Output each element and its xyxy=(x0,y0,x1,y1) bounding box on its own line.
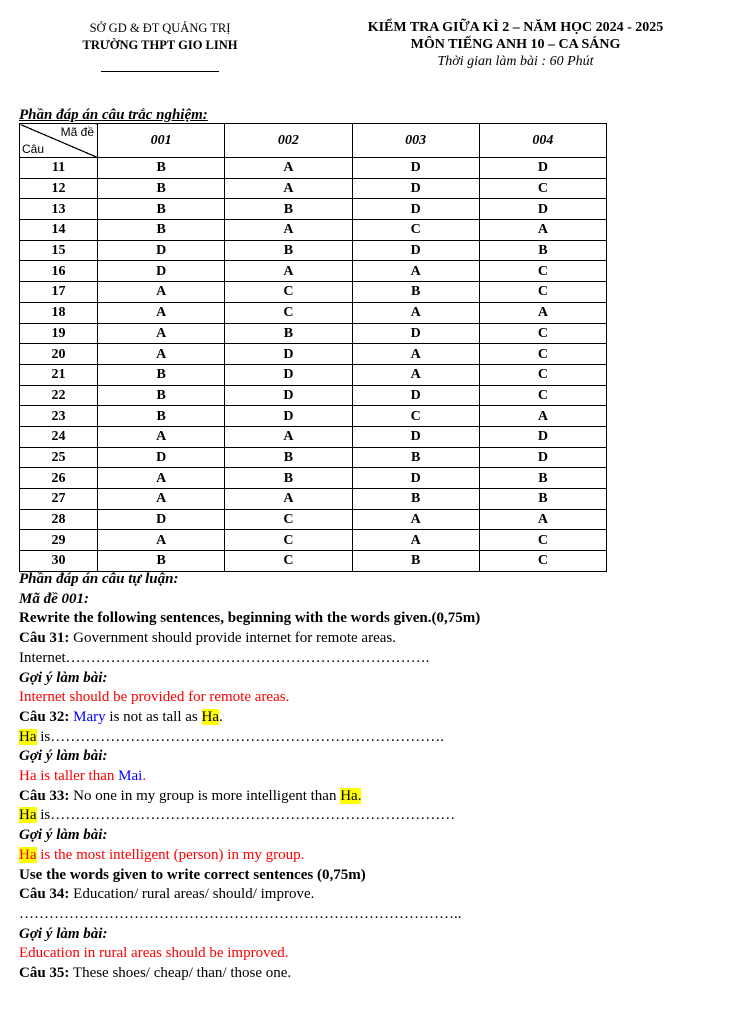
answer-line-33 xyxy=(19,806,719,826)
table-row xyxy=(20,302,607,323)
code-header: 002 xyxy=(225,124,352,158)
question-34 xyxy=(19,885,719,905)
question-number: 25 xyxy=(20,447,98,468)
answer-cell: B xyxy=(225,468,352,489)
answer-cell: D xyxy=(352,426,479,447)
question-label: Câu 35: xyxy=(19,965,70,982)
answer-cell: A xyxy=(225,489,352,510)
answer-cell: A xyxy=(98,426,225,447)
answer-cell: D xyxy=(225,406,352,427)
table-row xyxy=(20,530,607,551)
answer-cell: D xyxy=(98,509,225,530)
table-row xyxy=(20,261,607,282)
mc-section-title: Phần đáp án câu trắc nghiệm: xyxy=(19,107,208,123)
part1-instruction: Rewrite the following sentences, beginning with the words given.(0,75m) xyxy=(19,610,481,627)
question-text: These shoes/ cheap/ than/ those one. xyxy=(69,965,292,982)
answer-cell: A xyxy=(479,509,606,530)
question-31 xyxy=(19,629,719,649)
question-number: 19 xyxy=(20,323,98,344)
highlighted-name: Ha xyxy=(19,807,37,824)
answer-cell: B xyxy=(98,178,225,199)
question-35 xyxy=(19,964,719,984)
answer-cell: A xyxy=(98,468,225,489)
exam-time: Thời gian làm bài : 60 Phút xyxy=(437,54,594,69)
exam-title: KIỂM TRA GIỮA KÌ 2 – NĂM HỌC 2024 - 2025 xyxy=(367,20,664,35)
header-left xyxy=(40,20,280,72)
answer-cell: C xyxy=(479,530,606,551)
question-number: 21 xyxy=(20,364,98,385)
table-row xyxy=(20,240,607,261)
answer-cell: B xyxy=(98,158,225,179)
answer-cell: C xyxy=(479,178,606,199)
code-header: 003 xyxy=(352,124,479,158)
answer-cell: B xyxy=(98,220,225,241)
question-number: 27 xyxy=(20,489,98,510)
answer-cell: D xyxy=(98,240,225,261)
answer-cell: A xyxy=(225,220,352,241)
answer-cell: B xyxy=(352,551,479,572)
answer-cell: B xyxy=(479,468,606,489)
table-row xyxy=(20,426,607,447)
question-number: 14 xyxy=(20,220,98,241)
question-number: 16 xyxy=(20,261,98,282)
hint-label: Gợi ý làm bài: xyxy=(19,925,108,942)
answer-cell: C xyxy=(479,385,606,406)
answer-cell: B xyxy=(98,551,225,572)
answer-cell: B xyxy=(352,489,479,510)
answer-cell: D xyxy=(352,385,479,406)
answer-table xyxy=(19,123,607,572)
answer-line-34: …………………………………………………………………………….. xyxy=(19,905,462,922)
answer-line-text: is……………………………………………………………………… xyxy=(36,807,456,824)
answer-table-body xyxy=(20,158,607,572)
answer-cell: A xyxy=(98,302,225,323)
question-number: 23 xyxy=(20,406,98,427)
answer-cell: A xyxy=(225,426,352,447)
essay-section-title: Phần đáp án câu tự luận: xyxy=(19,571,179,587)
table-row xyxy=(20,468,607,489)
answer-cell: D xyxy=(352,468,479,489)
table-row xyxy=(20,447,607,468)
answer-cell: D xyxy=(352,178,479,199)
question-32 xyxy=(19,708,719,728)
answer-cell: C xyxy=(479,551,606,572)
hint-label: Gợi ý làm bài: xyxy=(19,827,108,844)
essay-code: Mã đề 001: xyxy=(19,590,89,607)
answer-cell: D xyxy=(225,385,352,406)
answer-cell: B xyxy=(479,240,606,261)
corner-code-label: Mã đề xyxy=(60,125,94,139)
header-divider xyxy=(101,71,219,72)
answer-cell: A xyxy=(225,261,352,282)
table-row xyxy=(20,385,607,406)
answer-cell: B xyxy=(98,385,225,406)
highlighted-name: Ha xyxy=(19,728,37,745)
answer-cell: B xyxy=(98,406,225,427)
answer-cell: C xyxy=(479,344,606,365)
answer-line-32 xyxy=(19,728,719,748)
code-header: 004 xyxy=(479,124,606,158)
question-number: 26 xyxy=(20,468,98,489)
answer-cell: A xyxy=(479,220,606,241)
answer-cell: A xyxy=(352,509,479,530)
answer-cell: A xyxy=(479,302,606,323)
answer-cell: B xyxy=(225,240,352,261)
table-row xyxy=(20,282,607,303)
table-row xyxy=(20,406,607,427)
answer-34: Education in rural areas should be improved. xyxy=(19,945,289,962)
answer-31: Internet should be provided for remote areas. xyxy=(19,689,290,706)
hint-label: Gợi ý làm bài: xyxy=(19,669,108,686)
answer-cell: A xyxy=(98,344,225,365)
answer-cell: C xyxy=(352,220,479,241)
question-number: 28 xyxy=(20,509,98,530)
question-number: 13 xyxy=(20,199,98,220)
answer-cell: B xyxy=(98,364,225,385)
school-name: TRƯỜNG THPT GIO LINH xyxy=(82,38,238,52)
question-number: 29 xyxy=(20,530,98,551)
table-row xyxy=(20,220,607,241)
question-number: 24 xyxy=(20,426,98,447)
essay-section xyxy=(19,570,719,984)
answer-cell: A xyxy=(98,282,225,303)
answer-cell: B xyxy=(225,199,352,220)
table-row xyxy=(20,509,607,530)
answer-cell: C xyxy=(225,282,352,303)
answer-cell: C xyxy=(225,551,352,572)
exam-subject: MÔN TIẾNG ANH 10 – CA SÁNG xyxy=(410,37,621,52)
answer-cell: D xyxy=(352,158,479,179)
question-33 xyxy=(19,787,719,807)
department-name: SỞ GD & ĐT QUẢNG TRỊ xyxy=(89,21,231,35)
question-number: 30 xyxy=(20,551,98,572)
answer-cell: D xyxy=(352,323,479,344)
answer-cell: C xyxy=(225,302,352,323)
answer-text: Ha is taller than xyxy=(19,768,119,785)
answer-cell: A xyxy=(352,530,479,551)
answer-cell: A xyxy=(98,489,225,510)
answer-cell: B xyxy=(352,282,479,303)
answer-cell: D xyxy=(479,158,606,179)
answer-cell: D xyxy=(479,426,606,447)
question-number: 18 xyxy=(20,302,98,323)
corner-cell xyxy=(20,124,98,158)
question-number: 11 xyxy=(20,158,98,179)
answer-table-header xyxy=(20,124,607,158)
answer-cell: C xyxy=(479,323,606,344)
answer-cell: A xyxy=(352,364,479,385)
answer-cell: A xyxy=(352,344,479,365)
answer-cell: A xyxy=(98,323,225,344)
answer-cell: C xyxy=(225,509,352,530)
answer-cell: D xyxy=(352,240,479,261)
answer-cell: A xyxy=(225,158,352,179)
table-row xyxy=(20,199,607,220)
answer-line-31: Internet………………………………………………………………. xyxy=(19,649,430,666)
question-text: Government should provide internet for remote areas. xyxy=(69,630,396,647)
code-header: 001 xyxy=(98,124,225,158)
answer-32 xyxy=(19,767,719,787)
answer-cell: D xyxy=(225,344,352,365)
answer-cell: D xyxy=(352,199,479,220)
answer-cell: B xyxy=(98,199,225,220)
answer-cell: C xyxy=(479,282,606,303)
question-number: 17 xyxy=(20,282,98,303)
highlighted-name: Mai xyxy=(118,768,143,785)
question-text: is not as tall as xyxy=(105,708,202,725)
question-label: Câu 32: xyxy=(19,708,70,725)
answer-line-text: is……………………………………………………………………. xyxy=(36,728,445,745)
table-row xyxy=(20,323,607,344)
header-right xyxy=(318,19,713,70)
answer-cell: B xyxy=(479,489,606,510)
answer-33 xyxy=(19,846,719,866)
table-row xyxy=(20,551,607,572)
answer-text: is the most intelligent (person) in my group. xyxy=(36,846,305,863)
question-number: 22 xyxy=(20,385,98,406)
answer-cell: C xyxy=(479,261,606,282)
table-row xyxy=(20,178,607,199)
table-row xyxy=(20,344,607,365)
answer-cell: B xyxy=(225,447,352,468)
answer-cell: B xyxy=(225,323,352,344)
corner-question-label: Câu xyxy=(22,142,45,156)
answer-cell: D xyxy=(225,364,352,385)
table-row xyxy=(20,364,607,385)
question-text: No one in my group is more intelligent than xyxy=(69,787,341,804)
answer-cell: D xyxy=(479,447,606,468)
question-label: Câu 33: xyxy=(19,787,70,804)
answer-cell: C xyxy=(352,406,479,427)
answer-cell: B xyxy=(352,447,479,468)
part2-instruction: Use the words given to write correct sentences (0,75m) xyxy=(19,866,366,883)
highlighted-name: Ha. xyxy=(340,787,362,804)
answer-cell: D xyxy=(479,199,606,220)
answer-cell: A xyxy=(98,530,225,551)
question-number: 15 xyxy=(20,240,98,261)
question-label: Câu 34: xyxy=(19,886,70,903)
hint-label: Gợi ý làm bài: xyxy=(19,748,108,765)
answer-cell: A xyxy=(352,302,479,323)
question-number: 12 xyxy=(20,178,98,199)
answer-cell: C xyxy=(479,364,606,385)
punctuation: . xyxy=(142,768,147,785)
answer-cell: A xyxy=(352,261,479,282)
punctuation: . xyxy=(219,708,223,725)
answer-cell: A xyxy=(225,178,352,199)
table-row xyxy=(20,158,607,179)
question-label: Câu 31: xyxy=(19,630,70,647)
answer-cell: A xyxy=(479,406,606,427)
highlighted-name: Mary xyxy=(73,708,106,725)
question-text: Education/ rural areas/ should/ improve. xyxy=(69,886,315,903)
question-number: 20 xyxy=(20,344,98,365)
highlighted-name: Ha xyxy=(201,708,219,725)
answer-cell: D xyxy=(98,447,225,468)
answer-cell: C xyxy=(225,530,352,551)
answer-cell: D xyxy=(98,261,225,282)
table-row xyxy=(20,489,607,510)
highlighted-name: Ha xyxy=(19,846,37,863)
